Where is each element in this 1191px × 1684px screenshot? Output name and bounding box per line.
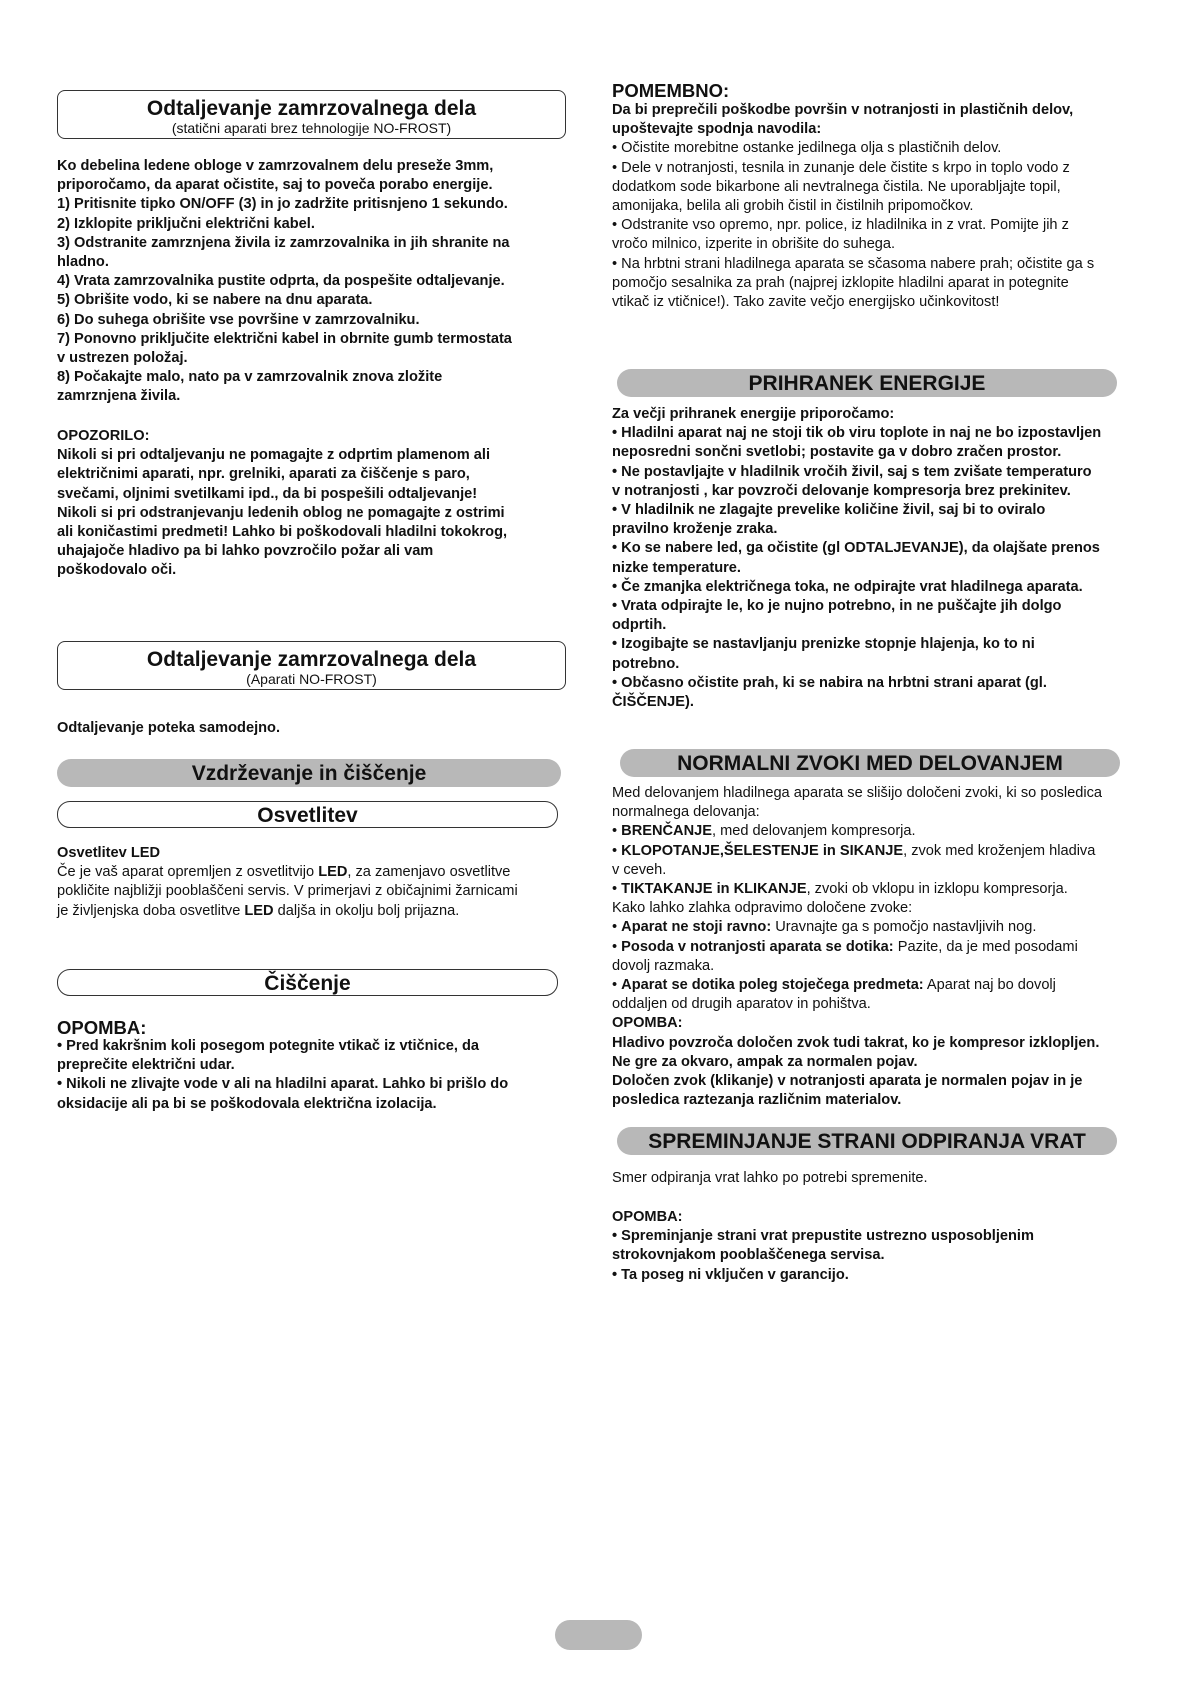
door-text: Smer odpiranja vrat lahko po potrebi spremenite.: [612, 1170, 928, 1186]
text-line: • Aparat se dotika poleg stoječega predmeta: Aparat naj bo dovolj: [612, 977, 1056, 994]
defrost-static-instructions: [57, 157, 567, 407]
issue-name: Aparat ne stoji ravno:: [621, 919, 772, 936]
text-span: , med delovanjem kompresorja.: [712, 823, 916, 840]
step-8: 8) Počakajte malo, nato pa v zamrzovalnik znova zložite: [57, 369, 443, 386]
important-heading: POMEMBNO:: [612, 80, 730, 101]
text-span: daljša in okolju bolj prijazna.: [273, 902, 460, 919]
cleaning-title: Čiščenje: [57, 969, 558, 996]
text-line: Nikoli si pri odstranjevanju ledenih oblog ne pomagajte z ostrimi: [57, 504, 505, 521]
lighting-block: [57, 844, 567, 921]
text-line: • V hladilnik ne zlagajte prevelike količine živil, saj bi to oviralo: [612, 502, 1046, 519]
text-line: • Vrata odpirajte le, ko je nujno potrebno, in ne puščajte jih dolgo: [612, 598, 1062, 615]
text-line: • Očistite morebitne ostanke jedilnega olja s plastičnih delov.: [612, 140, 1002, 157]
text-line: vročo milnico, izperite in obrišite do suhega.: [612, 236, 896, 253]
text-line: v ustrezen položaj.: [57, 350, 188, 367]
text-line: • Pred kakršnim koli posegom potegnite vtikač iz vtičnice, da: [57, 1038, 479, 1054]
lighting-label: Osvetlitev LED: [57, 845, 161, 861]
step-3: 3) Odstranite zamrznjena živila iz zamrzovalnika in jih shranite na: [57, 234, 510, 251]
text-line: • BRENČANJE, med delovanjem kompresorja.: [612, 823, 916, 840]
text-line: • Če zmanjka električnega toka, ne odpirajte vrat hladilnega aparata.: [612, 578, 1083, 595]
sound-name: TIKTAKANJE in KLIKANJE: [621, 881, 807, 898]
text-line: Hladivo povzroča določen zvok tudi takrat, ko je kompresor izklopljen.: [612, 1034, 1100, 1051]
text-line: • Izogibajte se nastavljanju prenizke stopnje hlajenja, ko to ni: [612, 636, 1035, 653]
text-line: Ne gre za okvaro, ampak za normalen pojav.: [612, 1053, 918, 1070]
text-line: dodatkom sode bikarbone ali nevtralnega čistila. Ne uporabljajte topil,: [612, 178, 1061, 195]
warning-block: [57, 427, 567, 581]
text-line: • Ne postavljajte v hladilnik vročih živil, saj s tem zvišate temperaturo: [612, 463, 1092, 480]
defrost-nofrost-title-box: [57, 641, 566, 690]
text-line: uhajajoče hladivo pa bi lahko povzročilo požar ali vam: [57, 543, 434, 560]
text-span: je življenjska doba osvetlitve: [57, 902, 245, 919]
text-line: ČIŠČENJE).: [612, 694, 694, 711]
text-line: • Ko se nabere led, ga očistite (gl ODTALJEVANJE), da olajšate prenos: [612, 540, 1100, 557]
text-line: Nikoli si pri odtaljevanju ne pomagajte z odprtim plamenom ali: [57, 447, 491, 464]
step-6: 6) Do suhega obrišite vse površine v zamrzovalniku.: [57, 311, 420, 328]
text-line: zamrznjena živila.: [57, 388, 181, 405]
text-line: • TIKTAKANJE in KLIKANJE, zvoki ob vklopu in izklopu kompresorja.: [612, 881, 1068, 898]
text-line: dovolj razmaka.: [612, 957, 715, 974]
text-line: normalnega delovanja:: [612, 804, 760, 821]
defrost-static-title-box: [57, 90, 566, 139]
sounds-block: [612, 784, 1157, 1110]
important-block: [612, 101, 1157, 312]
sound-name: BRENČANJE: [621, 823, 712, 840]
step-5: 5) Obrišite vodo, ki se nabere na dnu aparata.: [57, 292, 373, 309]
section-title: Odtaljevanje zamrzovalnega dela: [146, 97, 477, 120]
text-line: • Ta poseg ni vključen v garancijo.: [612, 1266, 849, 1283]
text-line: • Občasno očistite prah, ki se nabira na hrbtni strani aparat (gl.: [612, 674, 1047, 691]
page-number-badge: [555, 1620, 642, 1650]
text-line: nizke temperature.: [612, 559, 741, 576]
text-line: svečami, oljnimi svetilkami ipd., da bi pospešili odtaljevanje!: [57, 485, 478, 502]
section-title: Odtaljevanje zamrzovalnega dela: [146, 648, 477, 671]
text-line: potrebno.: [612, 655, 680, 672]
text-line: amonijaka, belila ali grobih čistil in čistilnih pripomočkov.: [612, 198, 974, 215]
text-span: Če je vaš aparat opremljen z osvetlitvijo: [57, 864, 319, 881]
led-keyword: LED: [244, 902, 274, 919]
text-line: v ceveh.: [612, 861, 667, 878]
text-line: priporočamo, da aparat očistite, saj to poveča porabo energije.: [57, 177, 493, 194]
issue-name: Aparat se dotika poleg stoječega predmeta:: [621, 977, 924, 994]
door-banner: SPREMINJANJE STRANI ODPIRANJA VRAT: [617, 1127, 1117, 1155]
text-line: • Nikoli ne zlivajte vode v ali na hladilni aparat. Lahko bi prišlo do: [57, 1076, 509, 1093]
text-span: Uravnajte ga s pomočjo nastavljivih nog.: [771, 919, 1037, 936]
text-line: Kako lahko zlahka odpravimo določene zvoke:: [612, 900, 913, 917]
text-line: Določen zvok (klikanje) v notranjosti aparata je normalen pojav in je: [612, 1073, 1083, 1090]
maintenance-banner: Vzdrževanje in čiščenje: [57, 759, 561, 787]
note-label: OPOMBA:: [612, 1015, 683, 1032]
text-line: • Odstranite vso opremo, npr. police, iz hladilnika in z vrat. Pomijte jih z: [612, 217, 1069, 234]
note-label: OPOMBA:: [612, 1209, 683, 1225]
text-line: • Hladilni aparat naj ne stoji tik ob viru toplote in naj ne bo izpostavljen: [612, 425, 1102, 442]
text-line: preprečite električni udar.: [57, 1057, 235, 1074]
sound-name: KLOPOTANJE,ŠELESTENJE in SIKANJE: [621, 842, 904, 859]
text-line: električnimi aparati, npr. grelniki, aparati za čiščenje s paro,: [57, 466, 470, 483]
text-line: pravilno kroženje zraka.: [612, 521, 778, 538]
text-line: odprtih.: [612, 617, 667, 634]
led-keyword: LED: [318, 864, 348, 881]
text-line: [57, 863, 567, 882]
step-1: 1) Pritisnite tipko ON/OFF (3) in jo zadržite pritisnjeno 1 sekundo.: [57, 196, 508, 213]
text-line: poškodovalo oči.: [57, 562, 177, 579]
text-line: Da bi preprečili poškodbe površin v notranjosti in plastičnih delov,: [612, 102, 1074, 118]
step-4: 4) Vrata zamrzovalnika pustite odprta, da pospešite odtaljevanje.: [57, 273, 505, 290]
text-line: pokličite najbližji pooblaščeni servis. V primerjavi z običajnimi žarnicami: [57, 883, 518, 900]
issue-name: Posoda v notranjosti aparata se dotika:: [621, 938, 894, 955]
lighting-title: Osvetlitev: [57, 801, 558, 828]
text-line: posledica raztezanja različnim materialov.: [612, 1092, 902, 1109]
text-line: • Dele v notranjosti, tesnila in zunanje dele čistite s krpo in toplo vodo z: [612, 159, 1070, 176]
text-line: upoštevajte spodnja navodila:: [612, 121, 822, 138]
text-line: • Spreminjanje strani vrat prepustite ustrezno usposobljenim: [612, 1228, 1034, 1245]
text-line: oksidacije ali pa bi se poškodovala električna izolacija.: [57, 1095, 437, 1112]
step-2: 2) Izklopite priključni električni kabel.: [57, 215, 315, 232]
text-span: , zvoki ob vklopu in izklopu kompresorja.: [806, 881, 1068, 898]
text-span: , za zamenjavo osvetlitve: [347, 864, 511, 881]
door-notes: [612, 1208, 1157, 1285]
text-line: • Na hrbtni strani hladilnega aparata se sčasoma nabere prah; očistite ga s: [612, 255, 1095, 272]
text-line: • Aparat ne stoji ravno: Uravnajte ga s pomočjo nastavljivih nog.: [612, 919, 1037, 936]
warning-label: OPOZORILO:: [57, 428, 150, 444]
text-line: Med delovanjem hladilnega aparata se slišijo določeni zvoki, ki so posledica: [612, 785, 1102, 801]
text-span: , zvok med kroženjem hladiva: [903, 842, 1096, 859]
text-line: Za večji prihranek energije priporočamo:: [612, 406, 895, 422]
text-span: Pazite, da je med posodami: [893, 938, 1078, 955]
step-7: 7) Ponovno priključite električni kabel in obrnite gumb termostata: [57, 330, 512, 347]
text-span: Aparat naj bo dovolj: [923, 977, 1056, 994]
text-line: ali koničastimi predmeti! Lahko bi poškodovali hladilni tokokrog,: [57, 524, 508, 541]
text-line: • KLOPOTANJE,ŠELESTENJE in SIKANJE, zvok med kroženjem hladiva: [612, 842, 1096, 859]
energy-block: [612, 405, 1157, 712]
text-line: vtikač iz vtičnice!). Tako zavite večjo energijsko učinkovitost!: [612, 294, 1000, 311]
text-line: v notranjosti , kar povzroči delovanje kompresorja brez prekinitev.: [612, 482, 1071, 499]
text-line: strokovnjakom pooblaščenega servisa.: [612, 1247, 885, 1264]
section-subtitle: (statični aparati brez tehnologije NO-FROST): [171, 120, 452, 136]
energy-banner: PRIHRANEK ENERGIJE: [617, 369, 1117, 397]
text-line: Ko debelina ledene obloge v zamrzovalnem delu preseže 3mm,: [57, 158, 494, 174]
text-line: neposredni sončni svetlobi; postavite ga v dobro zračen prostor.: [612, 444, 1062, 461]
text-line: hladno.: [57, 254, 109, 271]
cleaning-notes: [57, 1037, 567, 1114]
text-line: [57, 902, 567, 921]
text-line: pomočjo sesalnika za prah (najprej izklopite hladilni aparat in potegnite: [612, 274, 1069, 291]
nofrost-text: Odtaljevanje poteka samodejno.: [57, 720, 281, 736]
section-subtitle: (Aparati NO-FROST): [246, 671, 377, 687]
sounds-banner: NORMALNI ZVOKI MED DELOVANJEM: [620, 749, 1120, 777]
cleaning-note-label: OPOMBA:: [57, 1017, 147, 1038]
text-line: oddaljen od drugih aparatov in pohištva.: [612, 996, 871, 1013]
text-line: • Posoda v notranjosti aparata se dotika: Pazite, da je med posodami: [612, 938, 1078, 955]
